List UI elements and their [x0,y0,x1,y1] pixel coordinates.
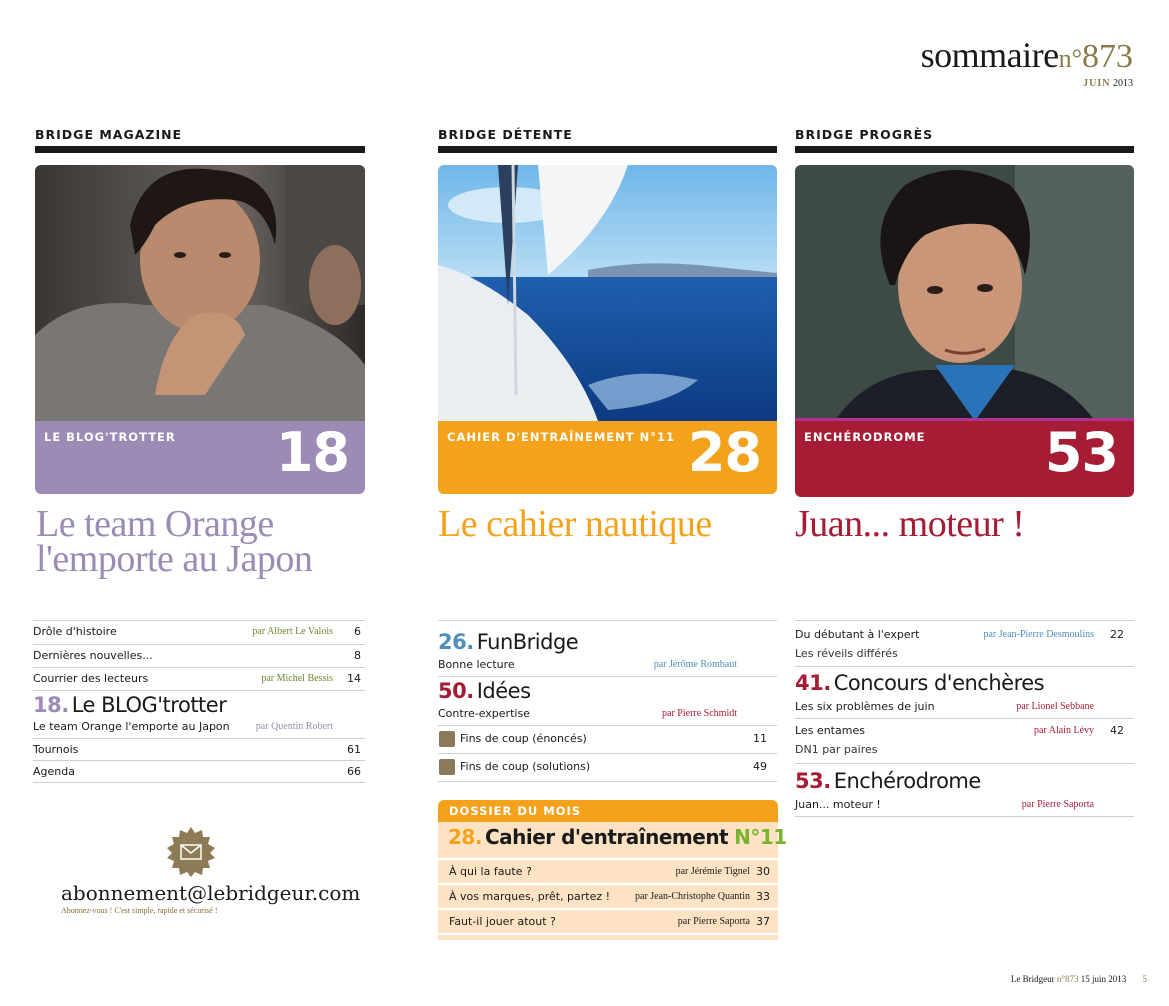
toc-author: par Pierre Saporta [677,916,750,927]
toc-subtitle: Contre-expertise [438,707,530,720]
feature-page-number: 28 [687,421,761,484]
toc-title: Fins de coup (solutions) [460,760,591,773]
column-header-detente: BRIDGE DÉTENTE [438,127,573,142]
sailboat-image [438,165,777,421]
headline-line-2: l'emporte au Japon [36,538,313,580]
feature-page-number: 18 [275,421,349,484]
toc-author: par Lionel Sebbane [1016,701,1094,712]
headline-line-1: Le team Orange [36,503,274,545]
toc-row[interactable] [795,794,1134,817]
toc-author: par Albert Le Valois [252,626,333,637]
section-name: Cahier d'entraînement [484,825,729,849]
masthead-word: sommaire [920,35,1059,75]
feature-band-encherodrome[interactable] [795,418,1134,497]
toc-page: 8 [354,649,361,662]
toc-row[interactable] [33,760,365,783]
footer-date: 15 juin 2013 [1080,974,1127,984]
toc-row[interactable] [438,753,777,782]
toc-author: par Pierre Saporta [1021,799,1094,810]
column-rule [795,146,1134,153]
feature-page-number: 53 [1044,421,1118,484]
feature-label: LE BLOG'TROTTER [44,430,176,444]
section-name: FunBridge [476,630,579,654]
middle-toc [438,620,777,785]
toc-page: 30 [756,865,770,878]
toc-title: Courrier des lecteurs [33,672,149,685]
toc-row[interactable] [33,667,365,691]
masthead [921,34,1133,76]
masthead-number: 873 [1082,38,1133,75]
dossier-row[interactable] [438,860,778,885]
toc-page: 6 [354,625,361,638]
card-icon [439,731,455,747]
toc-subtitle: Juan... moteur ! [795,798,881,811]
portrait-image [795,165,1134,421]
toc-author: par Jean-Christophe Quantin [635,891,750,902]
toc-page: 61 [347,743,361,756]
toc-page: 49 [753,760,767,773]
feature-photo-blogtrotter[interactable] [35,165,365,421]
section-title-encherodrome[interactable] [795,769,981,793]
toc-title: Faut-il jouer atout ? [449,915,556,928]
toc-row[interactable] [33,620,365,645]
toc-row[interactable] [33,738,365,761]
dossier-row[interactable] [438,910,778,935]
masthead-date [1083,78,1133,89]
toc-author: par Jérémie Tignel [675,866,750,877]
toc-subtitle: Les réveils différés [795,647,898,660]
section-number: 28. [448,825,482,849]
section-title-funbridge[interactable] [438,630,578,654]
toc-row[interactable] [438,703,777,726]
masthead-month: JUIN [1083,78,1111,89]
toc-title: Fins de coup (énoncés) [460,732,587,745]
toc-page: 14 [347,672,361,685]
column-rule [35,146,365,153]
portrait-image [35,165,365,421]
headline-nautique[interactable]: Le cahier nautique [438,503,712,545]
feature-label: ENCHÉRODROME [804,430,926,444]
toc-row[interactable] [795,696,1134,719]
dossier-suffix: N°11 [734,825,787,849]
dossier-header [438,800,778,822]
toc-author: par Jean-Pierre Desmoulins [983,629,1094,640]
toc-page: 33 [756,890,770,903]
section-number: 18. [33,693,69,717]
dossier-title [448,825,787,849]
column-rule [438,146,777,153]
toc-page: 37 [756,915,770,928]
subscription-email[interactable]: abonnement@lebridgeur.com [61,881,361,905]
toc-author: par Pierre Schmidt [662,708,737,719]
toc-row[interactable] [438,654,777,677]
column-header-progres: BRIDGE PROGRÈS [795,127,934,142]
section-name: Le BLOG'trotter [71,693,227,717]
feature-band-blogtrotter[interactable] [35,421,365,494]
feature-label: CAHIER D'ENTRAÎNEMENT N°11 [447,430,676,444]
toc-subtitle: DN1 par paires [795,743,878,756]
toc-row[interactable] [438,725,777,754]
section-number: 50. [438,679,474,703]
feature-photo-encherodrome[interactable] [795,165,1134,421]
headline-juan[interactable]: Juan... moteur ! [795,503,1025,545]
masthead-number-prefix: n° [1058,44,1082,73]
toc-page: 42 [1110,724,1124,737]
footer-issue: n°873 [1056,974,1079,984]
toc-page: 66 [347,765,361,778]
toc-row[interactable] [33,716,365,739]
dossier-label: DOSSIER DU MOIS [449,804,582,818]
section-title-blogtrotter[interactable] [33,693,226,717]
toc-row[interactable] [795,620,1134,667]
toc-title: Dernières nouvelles... [33,649,153,662]
section-name: Enchérodrome [833,769,981,793]
toc-author: par Jérôme Rombaut [653,659,737,670]
footer-magazine: Le Bridgeur [1010,974,1055,984]
toc-author: par Quentin Robert [255,721,333,732]
toc-title: Agenda [33,765,75,778]
toc-author: par Michel Bessis [261,673,333,684]
column-header-magazine: BRIDGE MAGAZINE [35,127,183,142]
section-number: 41. [795,671,831,695]
toc-row[interactable] [795,718,1134,764]
toc-subtitle: Bonne lecture [438,658,515,671]
toc-subtitle: Les six problèmes de juin [795,700,935,713]
section-number: 26. [438,630,474,654]
footer-page: 5 [1142,974,1147,984]
toc-row[interactable] [33,644,365,668]
toc-title: À vos marques, prêt, partez ! [449,890,611,903]
section-number: 53. [795,769,831,793]
seal-shape [166,827,216,877]
page-footer [1011,974,1147,984]
toc-title: Les entames [795,724,865,737]
toc-page: 11 [753,732,767,745]
feature-band-cahier[interactable] [438,421,777,494]
headline-blogtrotter[interactable] [36,503,366,580]
toc-title: À qui la faute ? [449,865,532,878]
toc-title: Tournois [33,743,79,756]
section-title-idees[interactable] [438,679,531,703]
toc-author: par Alain Lévy [1034,725,1094,736]
toc-page: 22 [1110,628,1124,641]
left-toc [33,620,365,790]
card-icon [439,759,455,775]
right-toc [795,620,1134,820]
subscription-tagline: Abonnez-vous ! C'est simple, rapide et sécurisé ! [61,906,218,915]
toc-title: Du débutant à l'expert [795,628,920,641]
toc-subtitle: Le team Orange l'emporte au Japon [33,720,230,733]
dossier-row[interactable] [438,885,778,910]
feature-photo-nautique[interactable] [438,165,777,421]
section-title-concours[interactable] [795,671,1044,695]
dossier-box[interactable] [438,800,787,940]
masthead-year: 2013 [1113,78,1133,89]
toc-title: Drôle d'histoire [33,625,117,638]
section-name: Concours d'enchères [833,671,1045,695]
section-name: Idées [476,679,531,703]
envelope-seal-icon[interactable] [166,827,216,877]
